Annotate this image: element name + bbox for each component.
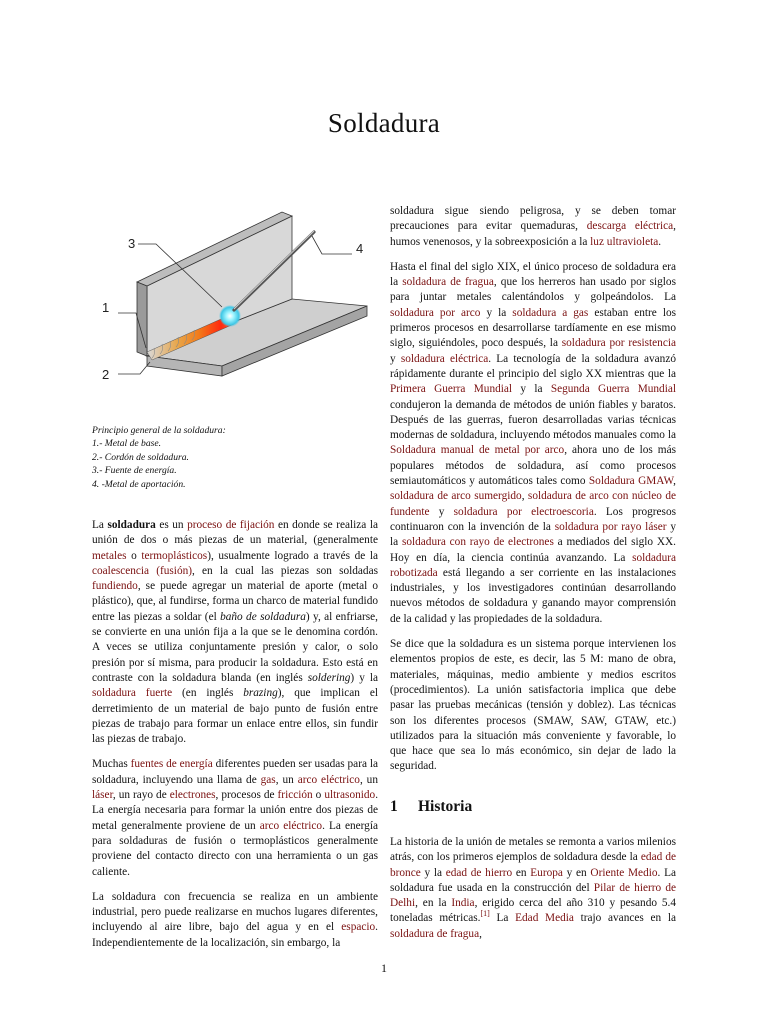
link-arco-electrico-2[interactable]: arco eléctrico xyxy=(259,819,323,832)
text: . La tecnología de la soldadura avanzó rápidamente durante el principio del siglo XX mientras que la xyxy=(390,352,676,380)
figure-caption xyxy=(92,424,378,491)
right-column xyxy=(390,204,676,785)
welding-diagram xyxy=(92,196,378,386)
link-nucleo-fundente[interactable]: soldadura de arco con núcleo de fundente xyxy=(390,490,676,518)
text: , erigido cerca del año 310 y pesando 5.4 toneladas métricas. xyxy=(390,897,676,925)
text: ), usualmente logrado a través de la xyxy=(207,549,378,562)
text: , se puede agregar un material de aporte (metal o plástico), que, al fundirse, forma un charco de material fundido entre las piezas a soldar (el xyxy=(92,580,378,623)
link-india[interactable]: India xyxy=(451,897,475,910)
caption-line: Principio general de la soldadura: xyxy=(92,425,226,436)
page-number: 1 xyxy=(381,961,387,975)
paragraph xyxy=(390,260,676,627)
text: . La energía para soldaduras de fusión o termoplásticos generalmente proviene del contacto directo con una herramienta o un gas caliente. xyxy=(92,819,378,878)
link-edad-bronce[interactable]: edad de bronce xyxy=(390,851,677,879)
link-proceso-fijacion[interactable]: proceso de fijación xyxy=(187,519,275,531)
section-heading xyxy=(390,798,676,816)
section-number: 1 xyxy=(390,798,398,815)
caption-line: 4. -Metal de aportación. xyxy=(92,478,186,490)
text: en xyxy=(512,866,531,879)
label-4: 4 xyxy=(356,241,364,256)
italic-term: soldering xyxy=(307,671,351,684)
text: diferentes pueden ser usadas para la soldadura, incluyendo una llama de xyxy=(92,758,378,786)
text: o xyxy=(312,789,325,802)
link-soldadura-robotizada[interactable]: soldadura robotizada xyxy=(390,551,676,579)
link-soldadura-manual[interactable]: Soldadura manual de metal por arco xyxy=(390,444,565,457)
text: , un xyxy=(359,773,378,786)
paragraph xyxy=(92,757,378,879)
section-title: Historia xyxy=(418,798,473,815)
link-termoplasticos[interactable]: termoplásticos xyxy=(141,549,208,562)
text: estaban entre los primeros procesos en desarrollarse tardíamente en ese mismo siglo, siguiéndoles, poco después, la xyxy=(390,306,677,350)
link-edad-hierro[interactable]: edad de hierro xyxy=(445,866,513,879)
link-friccion[interactable]: fricción xyxy=(277,789,313,802)
text: es un xyxy=(155,519,188,531)
text: en donde se realiza la unión de dos o más piezas de un material, (generalmente xyxy=(92,519,378,547)
text: y la xyxy=(512,383,551,396)
citation-ref[interactable]: [1] xyxy=(480,909,490,919)
link-primera-guerra[interactable]: Primera Guerra Mundial xyxy=(390,383,513,396)
link-ultrasonido[interactable]: ultrasonido xyxy=(324,789,376,802)
link-soldadura-resistencia[interactable]: soldadura por resistencia xyxy=(561,337,677,350)
page-title: Soldadura xyxy=(327,108,441,138)
text: , humos venenosos, y la sobreexposición a la xyxy=(390,220,676,248)
text: está llegando a ser corriente en las instalaciones industriales, y los investigadores continúan desarrollando nuevos métodos de soldadura y ganando mayor comprensión de la calidad y las propiedades de la soldadura. xyxy=(390,566,676,625)
text: y xyxy=(429,505,454,518)
link-soldadura-fragua[interactable]: soldadura de fragua xyxy=(402,276,494,289)
label-1: 1 xyxy=(102,300,110,315)
link-coalescencia[interactable]: coalescencia (fusión) xyxy=(92,564,192,577)
text: y la xyxy=(390,520,676,549)
italic-term: brazing xyxy=(243,687,278,700)
caption-line: 2.- Cordón de soldadura. xyxy=(92,451,189,463)
link-segunda-guerra[interactable]: Segunda Guerra Mundial xyxy=(550,383,676,396)
link-soldadura-arco[interactable]: soldadura por arco xyxy=(390,306,481,319)
link-fuentes-energia[interactable]: fuentes de energía xyxy=(130,758,213,771)
text: , xyxy=(521,490,528,503)
text: , xyxy=(479,927,482,940)
text: , ahora uno de los más populares métodos de soldadura, así como procesos semiautomáticos y automáticos tales como xyxy=(390,444,676,488)
text: , en la cual las piezas son soldadas xyxy=(192,564,378,577)
text: ) y, al enfriarse, se convierte en una unión fija a la que se le denomina cordón. A veces se utiliza conjuntamente presión y calor, o solo presión por sí misma, para producir la soldadura. Esto está en contraste con la soldadura blanda (en inglés xyxy=(92,610,378,684)
text: , que los herreros han usado por siglos para juntar metales calentándolos y golpeándolos. La xyxy=(390,276,676,304)
link-fundiendo[interactable]: fundiendo xyxy=(92,580,138,593)
welding-illustration xyxy=(92,196,378,386)
paragraph xyxy=(92,518,378,747)
text: y la xyxy=(480,306,513,319)
link-electroescoria[interactable]: soldadura por electroescoria xyxy=(453,505,594,518)
link-luz-ultravioleta[interactable]: luz ultravioleta xyxy=(590,235,659,248)
link-metales[interactable]: metales xyxy=(92,549,127,562)
link-rayo-electrones[interactable]: soldadura con rayo de electrones xyxy=(401,536,554,549)
link-arco-sumergido[interactable]: soldadura de arco sumergido xyxy=(390,490,522,503)
left-column xyxy=(92,518,378,961)
label-2: 2 xyxy=(102,367,110,382)
text: y la xyxy=(420,866,446,879)
text: , un xyxy=(275,773,298,786)
text: soldadura sigue siendo peligrosa, y se deben tomar precauciones para evitar quemaduras, xyxy=(390,205,676,233)
text: o xyxy=(126,549,142,562)
link-edad-media[interactable]: Edad Media xyxy=(515,912,574,925)
link-soldadura-gas[interactable]: soldadura a gas xyxy=(512,306,589,319)
text: , en la xyxy=(415,897,452,910)
text: (en inglés xyxy=(172,687,244,700)
paragraph: Se dice que la soldadura es un sistema porque intervienen los elementos propios de este, es decir, las 5 M: mano de obra, materiales, máquinas, medio ambiente y medios escritos (procedimientos). La unión satisfactoria implica que debe pasar las pruebas mecánicas (tensión y doblez). Las técnicas son los diferentes procesos (SMAW, SAW, GTAW, etc.) utilizados para la situación más conveniente y favorable, lo que hace que sea lo más económico, sin dejar de lado la seguridad. xyxy=(390,638,676,773)
link-soldadura-fragua-2[interactable]: soldadura de fragua xyxy=(390,927,480,940)
text: . Los progresos continuaron con la invención de la xyxy=(390,505,676,533)
bold-term: soldadura xyxy=(107,519,156,531)
paragraph xyxy=(390,204,676,250)
link-laser[interactable]: láser xyxy=(92,789,113,802)
text: La xyxy=(92,519,108,531)
caption-line: 3.- Fuente de energía. xyxy=(92,465,177,477)
text: . La energía necesaria para formar la unión entre dos piezas de metal generalmente proviene de un xyxy=(92,789,379,832)
text: trajo avances en la xyxy=(573,912,676,925)
link-espacio[interactable]: espacio xyxy=(341,921,376,934)
text: ), que implican el derretimiento de un material de bajo punto de fusión entre piezas de trabajo para formar un enlace entre ellos, sin fundir las piezas de trabajo. xyxy=(92,687,378,746)
paragraph xyxy=(390,835,676,942)
link-electrones[interactable]: electrones xyxy=(169,789,216,802)
link-rayo-laser[interactable]: soldadura por rayo láser xyxy=(554,520,667,533)
link-soldadura-electrica[interactable]: soldadura eléctrica xyxy=(400,352,489,365)
caption-line: 1.- Metal de base. xyxy=(92,438,162,450)
text: Muchas xyxy=(92,758,131,771)
italic-term: baño de soldadura xyxy=(220,610,306,623)
text: . La soldadura fue usada en la construcción del xyxy=(390,866,676,894)
right-column-history xyxy=(390,835,676,952)
text: , un rayo de xyxy=(112,789,170,802)
link-descarga-electrica[interactable]: descarga eléctrica xyxy=(586,220,674,233)
text: . Independientemente de la localización, sin embargo, la xyxy=(92,921,378,949)
link-arco-electrico[interactable]: arco eléctrico xyxy=(297,773,360,786)
text: y xyxy=(390,352,401,365)
link-soldadura-fuerte[interactable]: soldadura fuerte xyxy=(92,687,173,700)
text: La historia de la unión de metales se remonta a varios milenios atrás, con los primeros ejemplos de soldadura desde la xyxy=(390,836,676,864)
link-europa[interactable]: Europa xyxy=(530,866,563,879)
text: La xyxy=(489,912,516,925)
text: La soldadura con frecuencia se realiza en un ambiente industrial, pero puede realizarse en muchos lugares diferentes, incluyendo al aire libre, bajo del agua y en el xyxy=(92,890,378,934)
link-gas[interactable]: gas xyxy=(260,773,276,786)
text: . xyxy=(658,235,662,248)
label-3: 3 xyxy=(128,236,136,251)
link-oriente-medio[interactable]: Oriente Medio xyxy=(590,866,658,879)
link-pilar-hierro-delhi[interactable]: Pilar de hierro de Delhi xyxy=(390,881,677,910)
text: y en xyxy=(562,866,591,879)
text: , xyxy=(673,475,676,488)
text: a mediados del siglo XX. Hoy en día, la ciencia continúa avanzando. La xyxy=(390,536,677,564)
text: condujeron la demanda de métodos de unión fiables y baratos. Después de las guerras, fueron desarrolladas varias técnicas modernas de soldadura, incluyendo métodos manuales como la xyxy=(390,398,676,442)
text: ) y la xyxy=(350,671,378,684)
link-soldadura-gmaw[interactable]: Soldadura GMAW xyxy=(588,475,674,488)
text: , procesos de xyxy=(215,789,278,802)
text: Hasta el final del siglo XIX, el único proceso de soldadura era la xyxy=(390,260,676,289)
paragraph xyxy=(92,890,378,951)
